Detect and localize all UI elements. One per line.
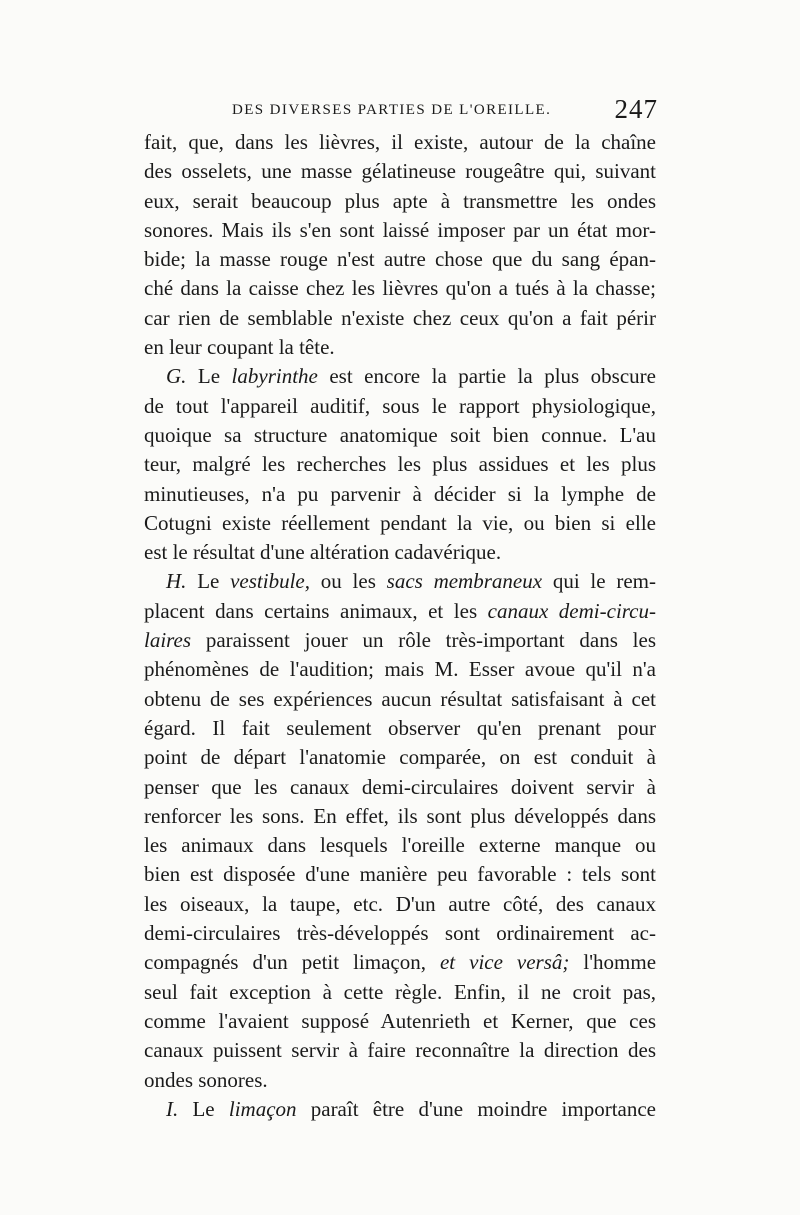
text-segment: ché dans la caisse chez les lièvres qu'on a tués à la chasse; (144, 276, 656, 301)
text-line (144, 890, 656, 919)
italic-text: labyrinthe (231, 364, 318, 389)
text-line (144, 1066, 656, 1095)
text-line (144, 304, 656, 333)
text-line (144, 509, 656, 538)
text-line (144, 1007, 656, 1036)
text-segment: paraît être d'une moindre importance (296, 1096, 656, 1121)
text-segment: est encore la partie la plus obscure (317, 364, 656, 389)
text-segment: bien est disposée d'une manière peu favorable : tels sont (144, 862, 656, 887)
text-line (144, 362, 656, 391)
italic-text: vestibule, (230, 569, 310, 594)
text-line (144, 450, 656, 479)
text-segment: placent dans certains animaux, et les (144, 598, 488, 623)
text-segment: point de départ l'anatomie comparée, on est conduit à (144, 745, 656, 770)
text-segment: Cotugni existe réellement pendant la vie, ou bien si elle (144, 510, 656, 535)
text-segment: obtenu de ses expériences aucun résultat satisfaisant à cet (144, 686, 656, 711)
text-segment: eux, serait beaucoup plus apte à transmettre les ondes (144, 188, 656, 213)
text-segment: les oiseaux, la taupe, etc. D'un autre côté, des canaux (144, 891, 656, 916)
body-text (144, 128, 656, 1124)
text-line (144, 978, 656, 1007)
text-segment: des osselets, une masse gélatineuse rougeâtre qui, suivant (144, 159, 656, 184)
italic-text: canaux demi-circu- (487, 598, 656, 623)
text-segment: comme l'avaient supposé Autenrieth et Kerner, que ces (144, 1008, 656, 1033)
text-segment: renforcer les sons. En effet, ils sont plus développés dans (144, 803, 656, 828)
text-line (144, 245, 656, 274)
text-line (144, 128, 656, 157)
italic-text: laires (144, 628, 192, 653)
italic-text: H. (166, 569, 187, 594)
text-segment: teur, malgré les recherches les plus assidues et les plus (144, 452, 656, 477)
text-line (144, 948, 656, 977)
text-segment: est le résultat d'une altération cadavérique. (144, 540, 502, 565)
text-segment: qui le rem- (542, 569, 656, 594)
text-line (144, 802, 656, 831)
text-segment: Le (186, 569, 231, 594)
text-segment: quoique sa structure anatomique soit bien connue. L'au (144, 422, 656, 447)
text-segment: l'homme (569, 950, 657, 975)
text-line (144, 480, 656, 509)
text-line (144, 216, 656, 245)
text-line (144, 333, 656, 362)
text-line (144, 392, 656, 421)
text-line (144, 1036, 656, 1065)
text-line (144, 421, 656, 450)
text-line (144, 567, 656, 596)
text-segment: égard. Il fait seulement observer qu'en prenant pour (144, 715, 656, 740)
text-segment: Le (178, 1096, 229, 1121)
italic-text: sacs membraneux (386, 569, 543, 594)
text-segment: les animaux dans lesquels l'oreille externe manque ou (144, 833, 656, 858)
text-segment: seul fait exception à cette règle. Enfin, il ne croit pas, (144, 979, 656, 1004)
text-line (144, 743, 656, 772)
text-line (144, 187, 656, 216)
running-title: DES DIVERSES PARTIES DE L'OREILLE. (232, 102, 552, 118)
text-line (144, 919, 656, 948)
text-segment: compagnés d'un petit limaçon, (144, 950, 440, 975)
text-line (144, 773, 656, 802)
text-segment: de tout l'appareil auditif, sous le rapport physiologique, (144, 393, 656, 418)
text-segment: en leur coupant la tête. (144, 335, 335, 360)
text-line (144, 714, 656, 743)
italic-text: limaçon (228, 1096, 297, 1121)
running-head (144, 96, 658, 126)
text-line (144, 831, 656, 860)
text-line (144, 626, 656, 655)
text-segment: car rien de semblable n'existe chez ceux qu'on a fait périr (144, 305, 656, 330)
italic-text: I. (166, 1096, 179, 1121)
text-segment: ondes sonores. (144, 1067, 268, 1092)
text-segment: sonores. Mais ils s'en sont laissé imposer par un état mor- (144, 217, 656, 242)
text-segment: penser que les canaux demi-circulaires doivent servir à (144, 774, 656, 799)
text-line (144, 274, 656, 303)
text-line (144, 655, 656, 684)
text-line (144, 597, 656, 626)
page-number: 247 (614, 94, 658, 124)
text-segment: demi-circulaires très-développés sont ordinairement ac- (144, 921, 656, 946)
text-segment: fait, que, dans les lièvres, il existe, autour de la chaîne (144, 130, 656, 154)
text-segment: ou les (310, 569, 387, 594)
text-segment: minutieuses, n'a pu parvenir à décider si la lymphe de (144, 481, 656, 506)
text-segment: paraissent jouer un rôle très-important dans les (191, 628, 656, 653)
text-segment: canaux puissent servir à faire reconnaître la direction des (144, 1038, 656, 1063)
text-line (144, 1095, 656, 1124)
text-line (144, 538, 656, 567)
text-line (144, 685, 656, 714)
italic-text: et vice versâ; (439, 950, 570, 975)
text-line (144, 860, 656, 889)
text-line (144, 157, 656, 186)
text-segment: phénomènes de l'audition; mais M. Esser avoue qu'il n'a (144, 657, 656, 682)
text-segment: bide; la masse rouge n'est autre chose que du sang épan- (144, 247, 656, 272)
text-segment: Le (186, 364, 232, 389)
italic-text: G. (166, 364, 187, 389)
